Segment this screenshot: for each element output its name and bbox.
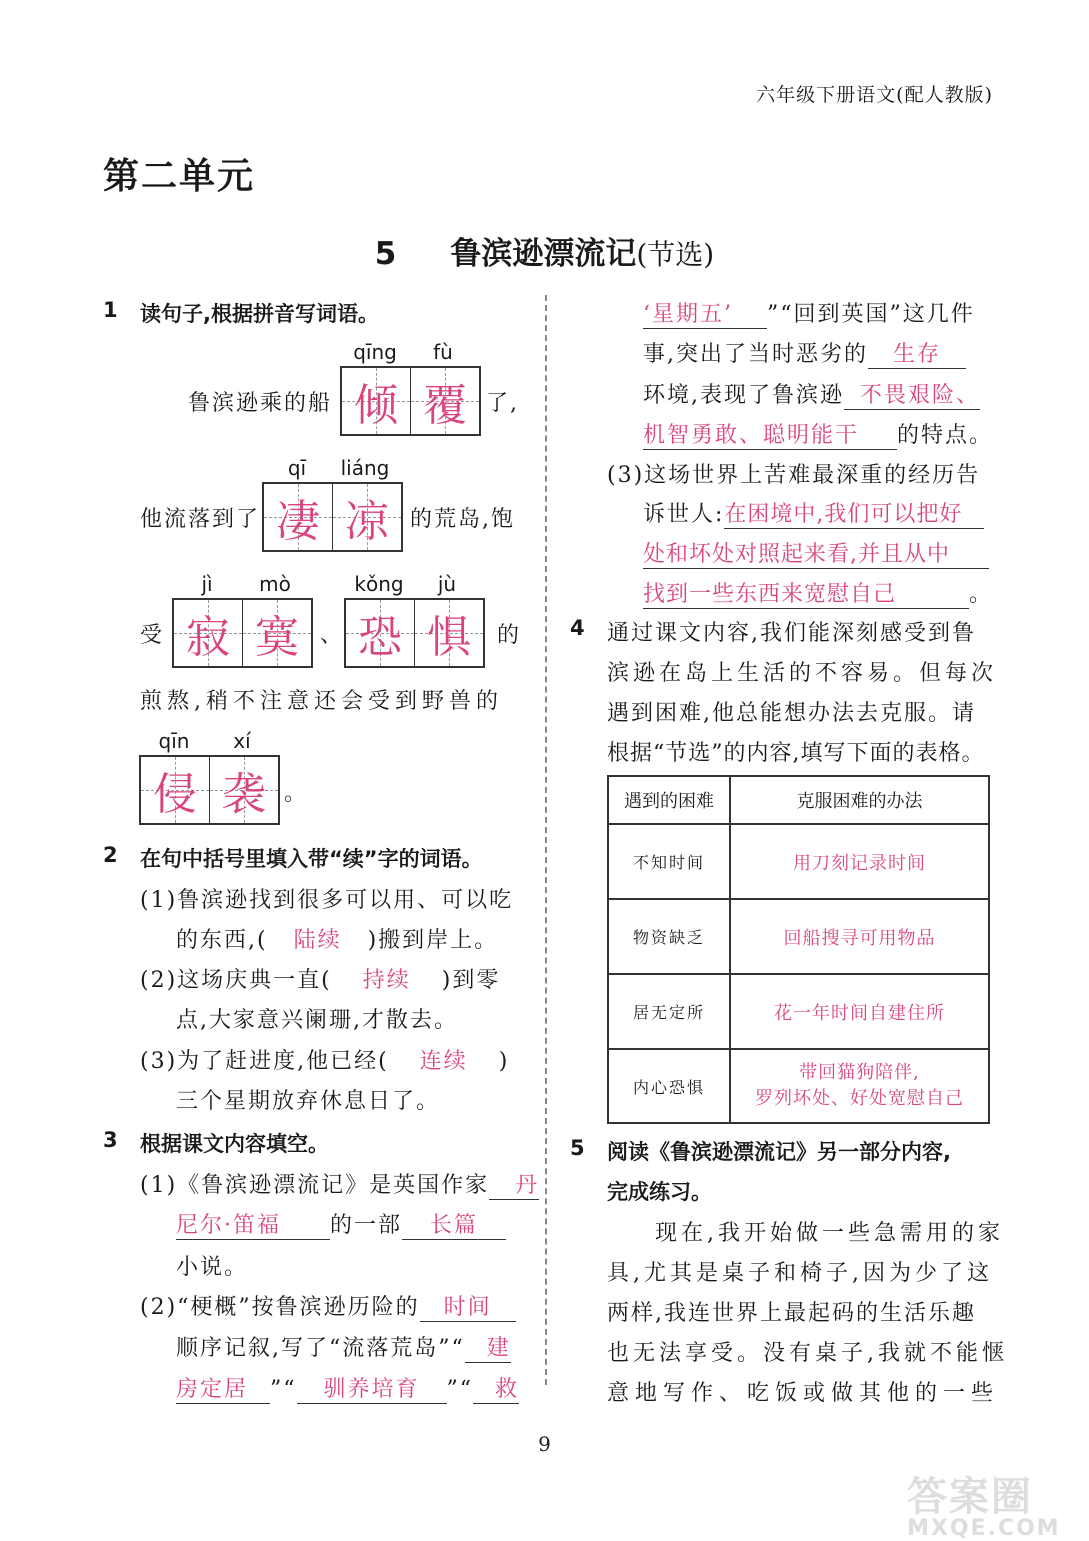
q2-item2-a bbox=[140, 963, 500, 994]
q3-3-line4 bbox=[643, 577, 993, 609]
table-cell-problem: 居无定所 bbox=[608, 974, 730, 1049]
q3-2-line3 bbox=[176, 1372, 519, 1404]
answer-blank: 尼尔·笛福 bbox=[176, 1208, 330, 1240]
q3-1-line1 bbox=[140, 1168, 539, 1200]
answer-blank: 在困境中,我们可以把好 bbox=[724, 497, 984, 529]
char-box bbox=[172, 598, 313, 668]
text: 。 bbox=[969, 582, 994, 607]
answer-blank: 时间 bbox=[420, 1290, 516, 1322]
answer: 持续 bbox=[362, 968, 411, 993]
char-cell bbox=[342, 368, 410, 434]
q2-item3-b: 三个星期放弃休息日了。 bbox=[176, 1089, 441, 1114]
answer-blank: 建 bbox=[465, 1331, 511, 1363]
table-header-row bbox=[608, 776, 989, 824]
q3-2-line2 bbox=[176, 1331, 511, 1363]
pinyin: qī bbox=[287, 456, 307, 480]
text: 的一部 bbox=[330, 1213, 403, 1238]
table-cell-problem: 物资缺乏 bbox=[608, 899, 730, 974]
table-cell-solution bbox=[730, 1049, 989, 1123]
text: 环境,表现了鲁滨逊 bbox=[643, 383, 844, 408]
table-cell-problem: 不知时间 bbox=[608, 824, 730, 899]
q4-number: 4 bbox=[570, 616, 585, 640]
text: 诉世人: bbox=[643, 502, 725, 527]
char-cell bbox=[242, 600, 311, 666]
lesson-number: 5 bbox=[374, 236, 397, 272]
q3-2-line5 bbox=[643, 337, 966, 369]
watermark-text: 答案圈 bbox=[907, 1474, 1033, 1520]
table-row bbox=[608, 899, 989, 974]
pinyin: jù bbox=[437, 572, 457, 596]
text: ”“ bbox=[270, 1377, 297, 1402]
char-box bbox=[262, 482, 403, 552]
q3-1-line2 bbox=[176, 1208, 506, 1240]
answer-blank: 长篇 bbox=[402, 1208, 506, 1240]
char-cell bbox=[414, 600, 483, 666]
q3-3-line2 bbox=[643, 497, 984, 529]
pinyin: qīng bbox=[353, 340, 397, 364]
q2-item1-a: (1)鲁滨逊找到很多可以用、可以吃 bbox=[140, 888, 514, 913]
char-box bbox=[344, 598, 485, 668]
answer-blank: 找到一些东西来宽慰自己 bbox=[643, 577, 969, 609]
q3-number: 3 bbox=[103, 1128, 118, 1152]
table-cell-problem: 内心恐惧 bbox=[608, 1049, 730, 1123]
q3-3-line1: (3)这场世界上苦难最深重的经历告 bbox=[607, 463, 981, 488]
text: 顺序记叙,写了“流落荒岛”“ bbox=[176, 1336, 465, 1361]
answer-char: 凄 bbox=[276, 496, 320, 547]
text: (2)“梗概”按鲁滨逊历险的 bbox=[140, 1295, 420, 1320]
table-cell-solution: 花一年时间自建住所 bbox=[730, 974, 989, 1049]
page-header: 六年级下册语文(配人教版) bbox=[756, 84, 993, 106]
answer-blank: 生存 bbox=[868, 337, 966, 369]
answer-char: 惧 bbox=[427, 612, 471, 663]
q1-line4: 煎熬,稍不注意还会受到野兽的 bbox=[140, 689, 503, 714]
pinyin: liáng bbox=[340, 456, 390, 480]
q1-line5-post: 。 bbox=[284, 781, 309, 806]
char-cell bbox=[209, 757, 278, 823]
pinyin: fù bbox=[433, 340, 453, 364]
table-header: 克服困难的办法 bbox=[730, 776, 989, 824]
text: ”“回到英国”这几件 bbox=[767, 302, 975, 327]
q1-line3-post: 的 bbox=[497, 623, 522, 648]
passage-line: 两样,我连世界上最起码的生活乐趣 bbox=[607, 1301, 976, 1326]
passage-line: 也无法享受。没有桌子,我就不能惬 bbox=[607, 1341, 1008, 1366]
q3-2-line6 bbox=[643, 378, 980, 410]
answer: 连续 bbox=[419, 1049, 468, 1074]
q1-line2-post: 的荒岛,饱 bbox=[410, 507, 515, 532]
lesson-title bbox=[0, 228, 1089, 273]
q2-title: 在句中括号里填入带“续”字的词语。 bbox=[140, 847, 483, 871]
char-box bbox=[139, 755, 280, 825]
answer-blank: 处和坏处对照起来看,并且从中 bbox=[643, 537, 989, 569]
q3-2-line7 bbox=[643, 418, 993, 450]
q2-item2-b: 点,大家意兴阑珊,才散去。 bbox=[176, 1008, 458, 1033]
q1-line3-pre: 受 bbox=[140, 623, 165, 648]
answer: 陆续 bbox=[293, 928, 342, 953]
q5-title-line2: 完成练习。 bbox=[607, 1180, 712, 1204]
q4-line4: 根据“节选”的内容,填写下面的表格。 bbox=[607, 741, 985, 766]
column-divider bbox=[545, 295, 547, 1385]
answer-char: 寞 bbox=[255, 612, 299, 663]
char-cell bbox=[332, 484, 401, 550]
q1-line3-mid: 、 bbox=[320, 623, 345, 648]
page-number: 9 bbox=[538, 1432, 551, 1456]
text: (3)为了赶进度,他已经( bbox=[140, 1049, 389, 1074]
text: (2)这场庆典一直( bbox=[140, 968, 332, 993]
answer-char: 侵 bbox=[153, 769, 197, 820]
char-cell bbox=[174, 600, 242, 666]
passage-line: 具,尤其是桌子和椅子,因为少了这 bbox=[607, 1261, 993, 1286]
solution-line: 带回猫狗陪伴, bbox=[799, 1062, 920, 1083]
q3-2-line1 bbox=[140, 1290, 516, 1322]
q4-line2: 滨逊在岛上生活的不容易。但每次 bbox=[607, 661, 998, 686]
answer-blank: 丹 bbox=[489, 1168, 539, 1200]
q1-line1-pre: 鲁滨逊乘的船 bbox=[188, 391, 333, 416]
text: )到零 bbox=[441, 968, 501, 993]
answer-blank: 驯养培育 bbox=[297, 1372, 447, 1404]
table-cell-solution: 回船搜寻可用物品 bbox=[730, 899, 989, 974]
table-row bbox=[608, 824, 989, 899]
text: 的东西,( bbox=[176, 928, 268, 953]
answer-char: 袭 bbox=[222, 769, 266, 820]
table-row bbox=[608, 1049, 989, 1123]
pinyin: mò bbox=[259, 572, 291, 596]
q1-line1-post: 了, bbox=[486, 391, 519, 416]
q2-item3-a bbox=[140, 1044, 509, 1075]
text: )搬到岸上。 bbox=[367, 928, 499, 953]
pinyin: xí bbox=[233, 729, 251, 753]
pinyin: jì bbox=[201, 572, 213, 596]
lesson-subtitle: (节选) bbox=[636, 238, 715, 271]
q3-1-line3: 小说。 bbox=[176, 1255, 249, 1280]
q1-title: 读句子,根据拼音写词语。 bbox=[140, 302, 379, 326]
q3-2-line4 bbox=[643, 297, 975, 329]
table-header: 遇到的困难 bbox=[608, 776, 730, 824]
table-cell-solution: 用刀刻记录时间 bbox=[730, 824, 989, 899]
char-cell bbox=[346, 600, 414, 666]
char-cell bbox=[264, 484, 332, 550]
passage-line: 意地写作、吃饭或做其他的一些 bbox=[607, 1381, 1000, 1406]
answer-char: 覆 bbox=[423, 380, 467, 431]
answer-blank: ‘星期五’ bbox=[643, 297, 767, 329]
q1-line2-pre: 他流落到了 bbox=[140, 507, 261, 532]
solution-line: 罗列坏处、好处宽慰自己 bbox=[755, 1088, 964, 1109]
q3-3-line3 bbox=[643, 537, 989, 569]
answer-char: 寂 bbox=[186, 612, 230, 663]
q3-title: 根据课文内容填空。 bbox=[140, 1132, 329, 1156]
answer-blank: 房定居 bbox=[176, 1372, 270, 1404]
text: (1)《鲁滨逊漂流记》是英国作家 bbox=[140, 1173, 490, 1198]
text: 的特点。 bbox=[897, 423, 994, 448]
q1-number: 1 bbox=[103, 298, 118, 322]
q5-number: 5 bbox=[570, 1136, 585, 1160]
char-cell bbox=[410, 368, 479, 434]
passage-line: 现在,我开始做一些急需用的家 bbox=[655, 1221, 1004, 1246]
difficulty-table bbox=[607, 775, 990, 1124]
text: ”“ bbox=[446, 1377, 473, 1402]
q4-line3: 遇到困难,他总能想办法去克服。请 bbox=[607, 701, 976, 726]
q2-number: 2 bbox=[103, 843, 118, 867]
q4-line1: 通过课文内容,我们能深刻感受到鲁 bbox=[607, 621, 976, 646]
answer-blank: 机智勇敢、聪明能干 bbox=[643, 418, 897, 450]
answer-blank: 不畏艰险、 bbox=[844, 378, 980, 410]
char-box bbox=[340, 366, 481, 436]
q5-title-line1: 阅读《鲁滨逊漂流记》另一部分内容, bbox=[607, 1140, 951, 1164]
pinyin: qīn bbox=[158, 729, 190, 753]
answer-blank: 救 bbox=[473, 1372, 519, 1404]
answer-char: 恐 bbox=[358, 612, 402, 663]
lesson-name: 鲁滨逊漂流记 bbox=[450, 236, 637, 272]
text: ) bbox=[498, 1049, 510, 1074]
answer-char: 凉 bbox=[345, 496, 389, 547]
unit-title: 第二单元 bbox=[103, 156, 256, 197]
q2-item1-b bbox=[176, 923, 498, 954]
watermark-logo bbox=[907, 1465, 1077, 1541]
watermark-url: MXQE.COM bbox=[907, 1516, 1061, 1541]
answer-char: 倾 bbox=[354, 380, 398, 431]
char-cell bbox=[141, 757, 209, 823]
table-row bbox=[608, 974, 989, 1049]
pinyin: kǒng bbox=[354, 572, 404, 596]
text: 事,突出了当时恶劣的 bbox=[643, 342, 868, 367]
